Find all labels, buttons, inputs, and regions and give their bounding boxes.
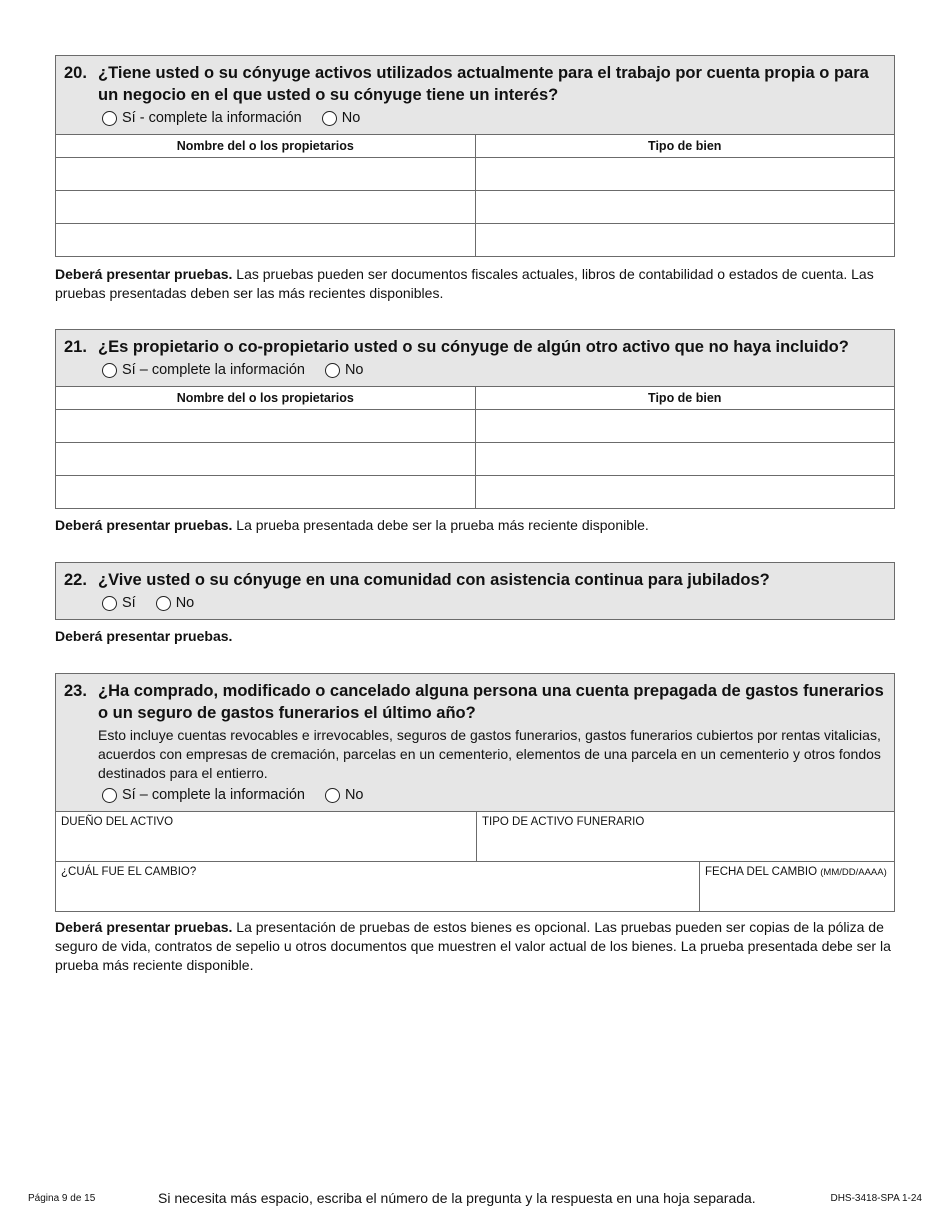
- table-cell-input[interactable]: [56, 191, 475, 224]
- q21-proof-note: [55, 516, 895, 535]
- table-cell-input[interactable]: [475, 476, 894, 509]
- radio-circle-icon[interactable]: [102, 363, 117, 378]
- field-label: ¿CUÁL FUE EL CAMBIO?: [61, 866, 197, 878]
- question-23-header: [56, 674, 894, 811]
- option-label: No: [175, 595, 195, 611]
- option-label: Sí – complete la información: [122, 787, 305, 803]
- question-number: 23.: [64, 682, 87, 700]
- option-label: Sí: [122, 595, 136, 611]
- question-number: 21.: [64, 338, 87, 356]
- column-header-asset-type: Tipo de bien: [475, 135, 894, 158]
- radio-circle-icon[interactable]: [102, 788, 117, 803]
- table-cell-input[interactable]: [56, 443, 475, 476]
- q20-yes-radio[interactable]: [102, 109, 302, 128]
- question-22-header: [56, 563, 894, 619]
- note-bold: Deberá presentar pruebas.: [55, 628, 233, 644]
- question-title: ¿Vive usted o su cónyuge en una comunidad con asistencia continua para jubilados?: [98, 571, 770, 589]
- q21-table: [56, 386, 894, 508]
- question-title: ¿Ha comprado, modificado o cancelado alguna persona una cuenta prepagada de gastos funerarios o un seguro de gastos funerarios el último año?: [98, 682, 884, 722]
- column-header-owners: Nombre del o los propietarios: [56, 387, 475, 410]
- q21-no-radio[interactable]: [325, 361, 364, 380]
- q23-no-radio[interactable]: [325, 786, 364, 805]
- column-header-asset-type: Tipo de bien: [475, 387, 894, 410]
- option-label: No: [344, 787, 364, 803]
- radio-circle-icon[interactable]: [325, 788, 340, 803]
- table-cell-input[interactable]: [475, 158, 894, 191]
- question-title: ¿Tiene usted o su cónyuge activos utilizados actualmente para el trabajo por cuenta propia o para un negocio en el que usted o su cónyuge tiene un interés?: [98, 64, 869, 104]
- q23-field-row-1: [56, 811, 894, 861]
- table-cell-input[interactable]: [56, 476, 475, 509]
- note-bold: Deberá presentar pruebas.: [55, 517, 233, 533]
- footer-instruction: Si necesita más espacio, escriba el número de la pregunta y la respuesta en una hoja separada.: [158, 1190, 756, 1206]
- table-cell-input[interactable]: [475, 410, 894, 443]
- question-20-header: [56, 56, 894, 134]
- question-22: [55, 562, 895, 620]
- table-cell-input[interactable]: [475, 191, 894, 224]
- page-number: Página 9 de 15: [28, 1193, 96, 1204]
- table-cell-input[interactable]: [56, 410, 475, 443]
- field-label: DUEÑO DEL ACTIVO: [61, 816, 174, 828]
- q23-yes-radio[interactable]: [102, 786, 305, 805]
- question-20: [55, 55, 895, 257]
- table-cell-input[interactable]: [475, 224, 894, 257]
- radio-circle-icon[interactable]: [156, 596, 171, 611]
- field-label: FECHA DEL CAMBIO: [705, 866, 818, 878]
- q23-field-row-2: [56, 861, 894, 911]
- question-23: [55, 673, 895, 912]
- note-text: Las pruebas pueden ser documentos fiscales actuales, libros de contabilidad o estados de cuenta. Las pruebas presentadas deben ser las más recientes disponibles.: [55, 266, 874, 301]
- change-description-field[interactable]: [56, 862, 699, 911]
- question-description: Esto incluye cuentas revocables e irrevocables, seguros de gastos funerarios, gastos funerarios cubiertos por rentas vitalicias, acuerdos con empresas de cremación, parcelas en un cementerio, elementos de una parcela en un cementerio y otros fondos destinados para el entierro.: [98, 727, 881, 781]
- question-title: ¿Es propietario o co-propietario usted o su cónyuge de algún otro activo que no haya incluido?: [98, 338, 849, 356]
- q22-no-radio[interactable]: [156, 594, 195, 613]
- q20-table: [56, 134, 894, 256]
- note-text: La presentación de pruebas de estos bienes es opcional. Las pruebas pueden ser copias de la póliza de seguro de vida, contratos de sepelio u otros documentos que muestren el valor actual de los bienes. La prueba presentada debe ser la prueba más reciente disponible.: [55, 919, 891, 973]
- q22-yes-radio[interactable]: [102, 594, 136, 613]
- option-label: Sí - complete la información: [122, 110, 302, 126]
- note-text: La prueba presentada debe ser la prueba más reciente disponible.: [232, 517, 649, 533]
- q20-proof-note: [55, 265, 895, 303]
- change-date-field[interactable]: [699, 862, 894, 911]
- date-format-hint: (MM/DD/AAAA): [820, 867, 887, 878]
- q21-yes-radio[interactable]: [102, 361, 305, 380]
- radio-circle-icon[interactable]: [325, 363, 340, 378]
- q20-no-radio[interactable]: [322, 109, 361, 128]
- funeral-asset-type-field[interactable]: [476, 812, 894, 861]
- option-label: Sí – complete la información: [122, 362, 305, 378]
- note-bold: Deberá presentar pruebas.: [55, 919, 233, 935]
- table-cell-input[interactable]: [56, 158, 475, 191]
- option-label: No: [344, 362, 364, 378]
- asset-owner-field[interactable]: [56, 812, 476, 861]
- page-footer: [0, 1190, 950, 1210]
- table-cell-input[interactable]: [475, 443, 894, 476]
- radio-circle-icon[interactable]: [102, 596, 117, 611]
- table-cell-input[interactable]: [56, 224, 475, 257]
- question-number: 20.: [64, 64, 87, 82]
- radio-circle-icon[interactable]: [102, 111, 117, 126]
- option-label: No: [341, 110, 361, 126]
- question-21-header: [56, 330, 894, 386]
- form-code: DHS-3418-SPA 1-24: [830, 1193, 922, 1204]
- q23-proof-note: [55, 918, 895, 975]
- column-header-owners: Nombre del o los propietarios: [56, 135, 475, 158]
- q22-proof-note: [55, 627, 895, 646]
- radio-circle-icon[interactable]: [322, 111, 337, 126]
- question-21: [55, 329, 895, 509]
- note-bold: Deberá presentar pruebas.: [55, 266, 233, 282]
- question-number: 22.: [64, 571, 87, 589]
- field-label: TIPO DE ACTIVO FUNERARIO: [482, 816, 645, 828]
